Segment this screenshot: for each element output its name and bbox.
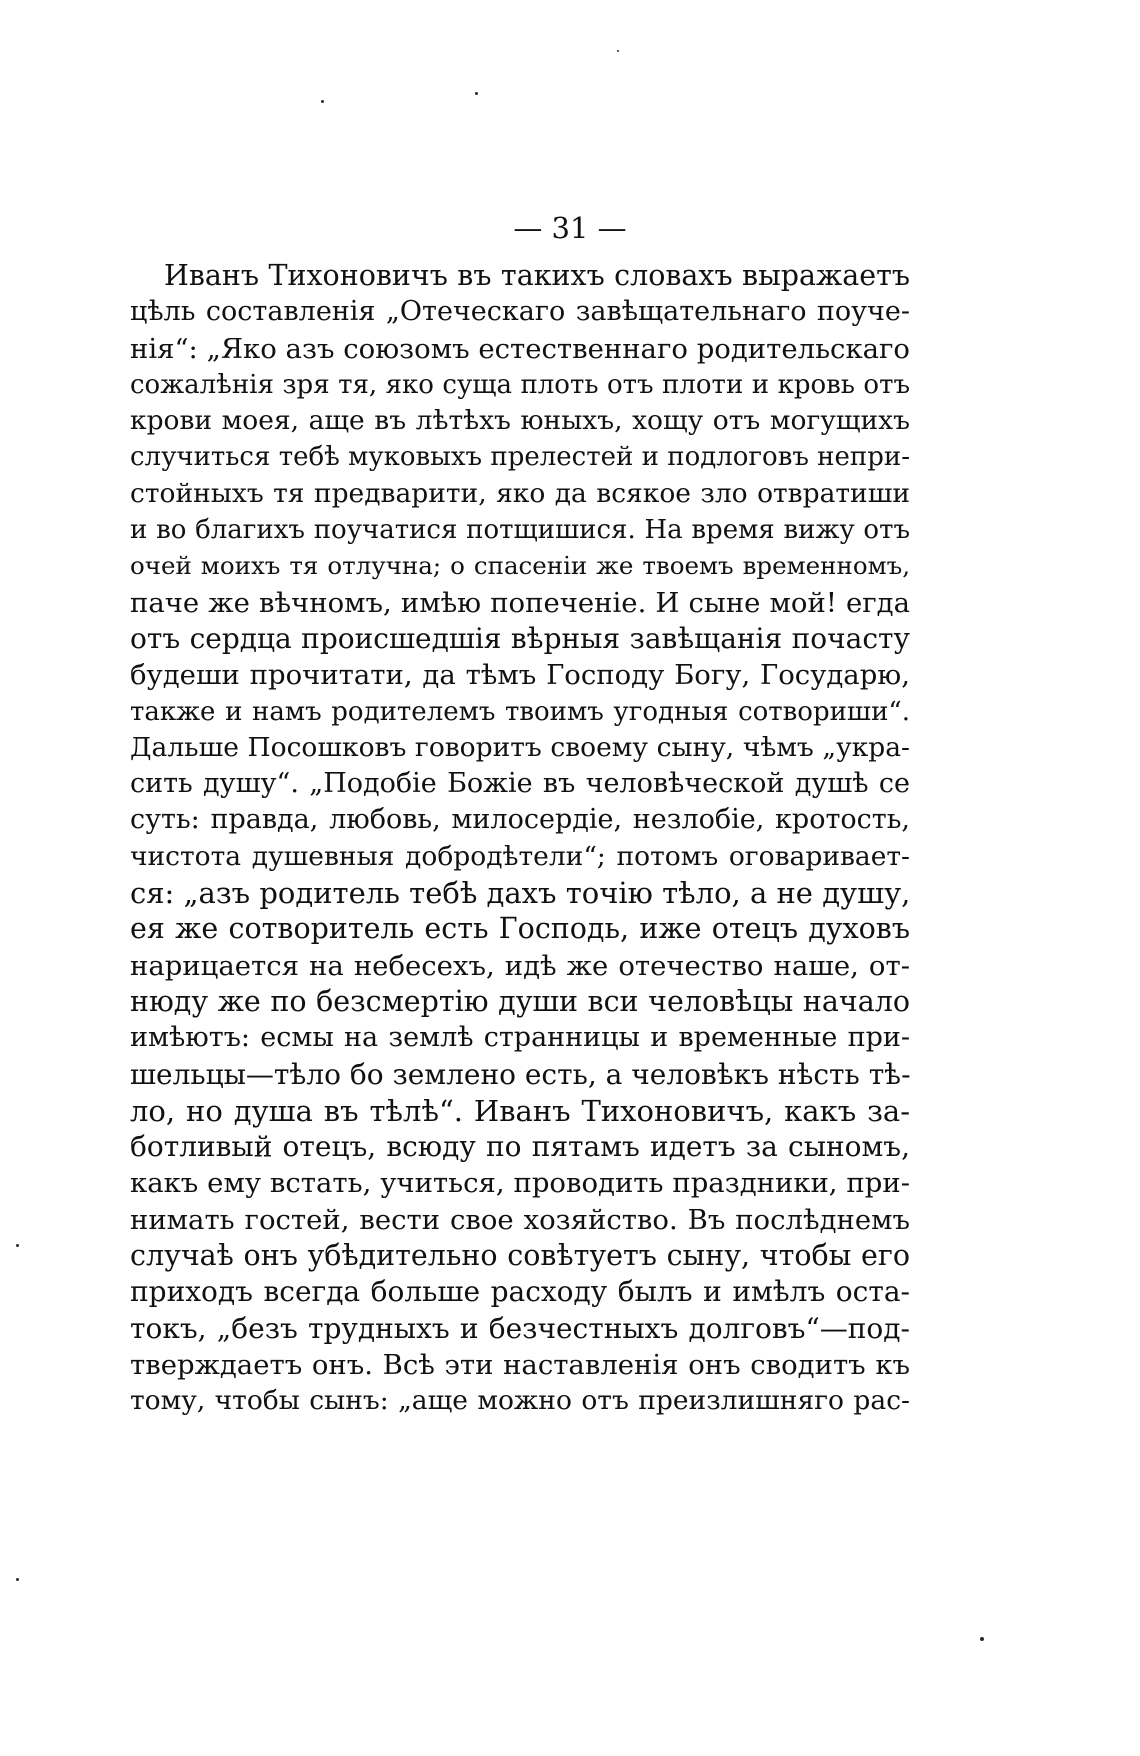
text-line: случаѣ онъ убѣдительно совѣтуетъ сыну, чтобы его: [130, 1239, 910, 1273]
print-speck: [475, 92, 478, 95]
print-speck: [980, 1637, 984, 1641]
text-line: будеши прочитати, да тѣмъ Господу Богу, Государю,: [130, 659, 910, 692]
print-speck: [617, 50, 619, 52]
text-line: и во благихъ поучатися потщишися. На время вижу отъ: [130, 515, 910, 546]
text-line: имѣютъ: есмы на землѣ странницы и временные при-: [130, 1022, 910, 1054]
text-line: чистота душевныя добродѣтели“; потомъ оговаривает-: [130, 840, 910, 872]
page-number: — 31 —: [513, 211, 627, 245]
text-line: ботливый отецъ, всюду по пятамъ идетъ за сыномъ,: [130, 1130, 910, 1164]
text-line: шельцы—тѣло бо землено есть, а человѣкъ нѣсть тѣ-: [130, 1057, 911, 1091]
text-line: тверждаетъ онъ. Всѣ эти наставленія онъ сводитъ къ: [130, 1348, 910, 1381]
text-line: ло, но душа въ тѣлѣ“. Иванъ Тихоновичъ, какъ за-: [130, 1093, 910, 1128]
text-line: сить душу“. „Подобіе Божіе въ человѣческой душѣ се: [130, 768, 910, 800]
text-line: токъ, „безъ трудныхъ и безчестныхъ долговъ“—под-: [130, 1311, 910, 1345]
text-line: какъ ему встать, учиться, проводить праздники, при-: [130, 1167, 910, 1200]
text-line: паче же вѣчномъ, имѣю попеченіе. И сыне мой! егда: [130, 586, 910, 619]
text-line: сожалѣнія зря тя, яко суща плоть отъ плоти и кровь отъ: [130, 369, 910, 400]
text-line: стойныхъ тя предварити, яко да всякое зло отвратиши: [130, 477, 910, 509]
text-line: тому, чтобы сынъ: „аще можно отъ преизлишняго рас-: [130, 1385, 910, 1417]
text-line: нарицается на небесехъ, идѣ же отечество наше, от-: [130, 949, 910, 982]
print-speck: [16, 1578, 19, 1581]
body-text: [130, 258, 910, 1420]
text-line: ея же сотворитель есть Господь, иже отецъ духовъ: [130, 912, 910, 946]
text-line: цѣль составленія „Отеческаго завѣщательнаго поуче-: [130, 296, 910, 328]
text-line: также и намъ родителемъ твоимъ угодныя сотвориши“.: [130, 696, 910, 727]
print-speck: [321, 100, 324, 103]
text-line: нюду же по безсмертію души вси человѣцы начало: [130, 984, 910, 1018]
text-line: суть: правда, любовь, милосердіе, незлобіе, кротость,: [130, 804, 910, 836]
text-line: отъ сердца происшедшія вѣрныя завѣщанія почасту: [130, 621, 910, 655]
text-line: очей моихъ тя отлучна; о спасеніи же твоемъ временномъ,: [130, 551, 910, 581]
text-line: крови моея, аще въ лѣтѣхъ юныхъ, хощу отъ могущихъ: [130, 405, 910, 437]
print-speck: [16, 1244, 19, 1247]
text-line: нія“: „Яко азъ союзомъ естественнаго родительскаго: [130, 332, 910, 365]
text-line: ся: „азъ родитель тебѣ дахъ точію тѣло, а не душу,: [130, 876, 911, 911]
text-line: нимать гостей, вести свое хозяйство. Въ послѣднемъ: [130, 1203, 910, 1236]
text-line: приходъ всегда больше расходу былъ и имѣлъ оста-: [130, 1275, 910, 1309]
text-line: Дальше Посошковъ говоритъ своему сыну, чѣмъ „укра-: [130, 731, 910, 763]
text-line: Иванъ Тихоновичъ въ такихъ словахъ выражаетъ: [164, 259, 910, 292]
text-line: случиться тебѣ муковыхъ прелестей и подлоговъ непри-: [130, 442, 910, 473]
